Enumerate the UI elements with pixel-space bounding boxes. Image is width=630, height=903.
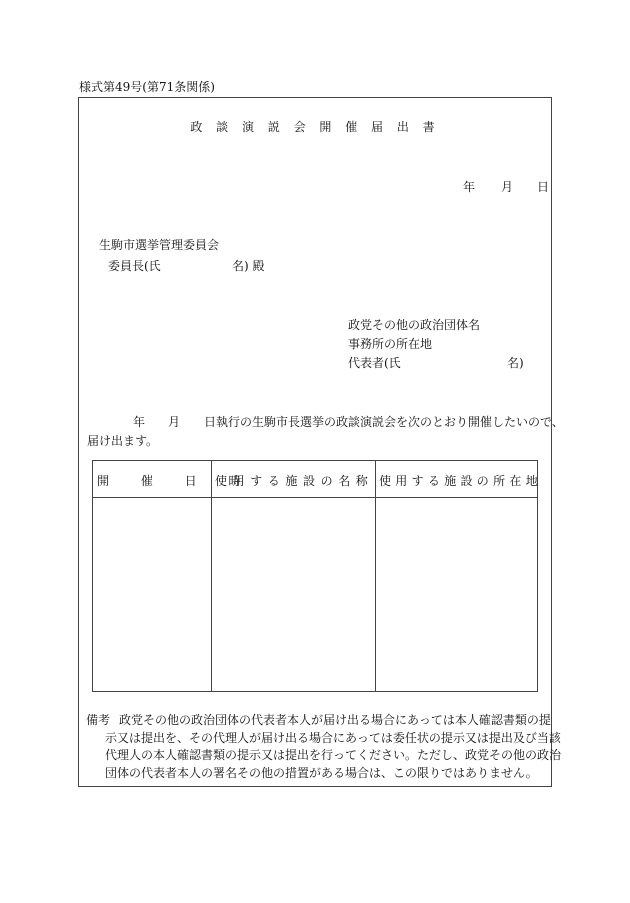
recipient-title-suffix: 名) 殿	[232, 259, 265, 273]
recipient-title-prefix: 委員長(氏	[108, 259, 161, 273]
sender-office-label: 事務所の所在地	[348, 337, 433, 351]
table-header-facility-address: 使用する施設の所在地	[379, 474, 543, 488]
recipient-org: 生駒市選挙管理委員会	[99, 238, 220, 252]
notes-line-2: 示又は提出を、その代理人が届け出る場合にあっては委任状の提示又は提出及び当該	[105, 731, 561, 745]
notes-line-1: 政党その他の政治団体の代表者本人が届け出る場合にあっては本人確認書類の提	[119, 713, 551, 727]
notice-year: 年	[133, 415, 146, 429]
date-year: 年	[463, 180, 476, 194]
table-header-text: 開 催 日 時	[97, 474, 255, 488]
table-header-facility-name: 使用する施設の名称	[215, 474, 374, 488]
form-number: 様式第49号(第71条関係)	[79, 80, 215, 94]
table-column-divider	[211, 461, 212, 691]
sender-rep-label: 代表者(氏	[348, 356, 401, 370]
sender-org-label: 政党その他の政治団体名	[348, 318, 481, 332]
notice-line2: 届け出ます。	[87, 434, 159, 448]
notes-line-4: 団体の代表者本人の署名その他の措置がある場合は、この限りではありません。	[105, 766, 538, 780]
date-month: 月	[501, 180, 514, 194]
date-day: 日	[537, 180, 550, 194]
notice-text: 日執行の生駒市長選挙の政談演説会を次のとおり開催したいので、	[204, 415, 564, 429]
form-title: 政 談 演 説 会 開 催 届 出 書	[190, 120, 440, 134]
table-header-divider	[93, 497, 537, 498]
table-header-datetime	[97, 472, 255, 489]
notes-line-3: 代理人の本人確認書類の提示又は提出を行ってください。ただし、政党その他の政治	[105, 748, 562, 762]
table-column-divider	[375, 461, 376, 691]
sender-rep-suffix: 名)	[507, 356, 524, 370]
meeting-table	[92, 460, 543, 692]
notice-month: 月	[168, 415, 181, 429]
notes-label: 備考	[86, 713, 111, 727]
